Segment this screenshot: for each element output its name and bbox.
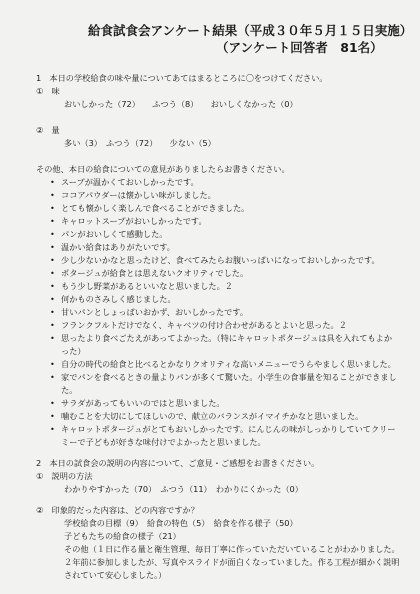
opinion-item: • スープが温かくておいしかったです。: [50, 176, 400, 189]
impressive-answers: [36, 517, 400, 582]
question-2-heading: 2 本日の試食会の説明の内容について、ご意見・ご感想をお書きください。: [36, 458, 320, 468]
amount-label: ② 量: [36, 125, 60, 135]
opinion-item: • 少し少ないかなと思ったけど、食べてみたらお腹いっぱいになっておいしかったです。: [50, 254, 400, 267]
method-answers: わかりやすかった（70） ふつう（11） わかりにくかった（0）: [64, 484, 303, 494]
opinion-list: [36, 176, 400, 449]
opinion-item: • ココアパウダーは懐かしい味がしました。: [50, 189, 400, 202]
title-line-2: （アンケート回答者 81名）: [216, 40, 383, 55]
opinion-item: • キャロットポタージュがとてもおいしかったです。にんじんの味がしっかりしていてクリーミーで子どもが好きな味付けでよかったと思いました。: [50, 423, 400, 449]
opinion-item: • 何かものさみしく感じました。: [50, 293, 400, 306]
opinion-item: • 噛むことを大切にしてほしいので、献立のバランスがイマイチかなと思いました。: [50, 410, 400, 423]
opinion-item: • 自分の時代の給食と比べるとかなりクオリティな高いメニューでうらやましく思いました。: [50, 358, 400, 371]
other-label: その他: [64, 544, 89, 554]
title-line-1: 給食試食会アンケート結果（平成３０年５月１５日実施）: [88, 23, 413, 38]
opinion-item: • フランクフルトだけでなく、キャベツの付け合わせがあるとよいと思った。２: [50, 319, 400, 332]
impressive-row-2: 子どもたちの給食の様子（21）: [64, 531, 181, 541]
opinions-heading: その他、本日の給食についての意見がありましたらお書きください。: [36, 164, 290, 174]
opinion-item: • 温かい給食はありがたいです。: [50, 241, 400, 254]
opinion-item: • キャロットスープがおいしかったです。: [50, 215, 400, 228]
impressive-other: [64, 543, 400, 582]
opinion-item: • サラダがあってもいいのではと思いました。: [50, 397, 400, 410]
opinion-item: • 思ったより食べごたえがあってよかった。（特にキャロットポタージュは具を入れてもよかった）: [50, 332, 400, 358]
impressive-row-1: 学校給食の目標（9） 給食の特色（5） 給食を作る様子（50）: [64, 518, 298, 528]
amount-answers: 多い（3） ふつう（72） 少ない（5）: [64, 138, 216, 148]
impressive-label: ② 印象的だった内容は、どの内容ですか？: [36, 505, 199, 515]
page-title: [88, 22, 413, 56]
taste-answers: おいしかった（72） ふつう（8） おいしくなかった（0）: [64, 99, 298, 109]
method-label: ① 説明の方法: [36, 471, 93, 481]
opinion-item: • パンがおいしくて感動した。: [50, 228, 400, 241]
opinion-item: • 甘いパンとしょっぱいおかず、おいしかったです。: [50, 306, 400, 319]
taste-label: ① 味: [36, 86, 60, 96]
opinion-item: • 家でパンを食べるときの量よりパンが多くて驚いた。小学生の食事量を知ることができました。: [50, 371, 400, 397]
opinion-item: • もう少し野菜があるといいなと思いました。２: [50, 280, 400, 293]
other-text: （１日に作る量と衛生管理、毎日丁寧に作っていただいていることがわかりました。２年前に参加しましたが、写真やスライドが面白くなっていました。作る工程が細かく説明されていて安心しました。）: [64, 544, 400, 580]
opinion-item: • ポタージュが給食とは思えないクオリティでした。: [50, 267, 400, 280]
question-1-heading: 1 本日の学校給食の味や量についてあてはまるところに〇をつけてください。: [36, 73, 328, 83]
opinion-item: • とても懐かしく楽しんで食べることができました。: [50, 202, 400, 215]
document-body: [36, 72, 400, 582]
